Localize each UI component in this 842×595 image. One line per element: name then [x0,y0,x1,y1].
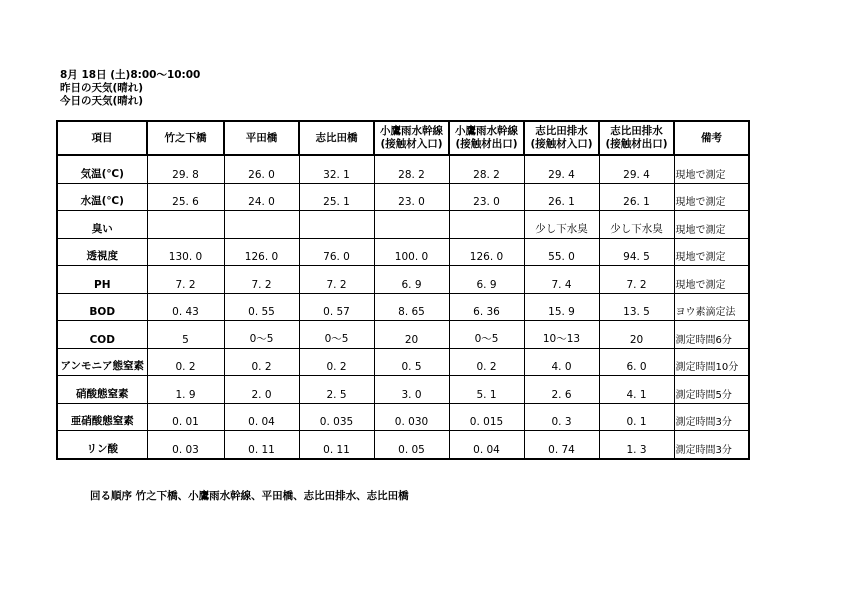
value-cell: 0. 05 [374,431,449,459]
value-cell [299,211,374,239]
value-cell: 3. 0 [374,376,449,404]
value-cell: 7. 4 [524,266,599,294]
remarks-cell: 測定時間10分 [674,348,749,376]
value-cell: 29. 4 [524,155,599,183]
value-cell: 6. 0 [599,348,674,376]
value-cell: 0～5 [449,321,524,349]
value-cell: 0. 2 [449,348,524,376]
value-cell: 0. 3 [524,403,599,431]
table-row [57,211,749,239]
value-cell: 6. 36 [449,293,524,321]
value-cell: 2. 6 [524,376,599,404]
remarks-cell: 現地で測定 [674,155,749,183]
value-cell: 0. 74 [524,431,599,459]
value-cell: 130. 0 [147,238,224,266]
row-label: リン酸 [57,431,147,459]
table-row [57,183,749,211]
value-cell: 0～5 [224,321,299,349]
value-cell: 6. 9 [449,266,524,294]
value-cell: 0. 57 [299,293,374,321]
value-cell: 26. 1 [599,183,674,211]
value-cell: 28. 2 [374,155,449,183]
value-cell: 2. 5 [299,376,374,404]
route-order-note: 回る順序 竹之下橋、小鷹雨水幹線、平田橋、志比田排水、志比田橋 [90,490,409,502]
value-cell: 29. 4 [599,155,674,183]
value-cell: 94. 5 [599,238,674,266]
column-header: 平田橋 [224,121,299,155]
value-cell: 0～5 [299,321,374,349]
remarks-cell: 現地で測定 [674,266,749,294]
value-cell [224,211,299,239]
value-cell: 28. 2 [449,155,524,183]
value-cell: 7. 2 [599,266,674,294]
remarks-cell: 現地で測定 [674,211,749,239]
value-cell: 25. 1 [299,183,374,211]
value-cell: 0. 5 [374,348,449,376]
table-row [57,238,749,266]
value-cell: 少し下水臭 [524,211,599,239]
value-cell: 5. 1 [449,376,524,404]
value-cell: 0. 2 [299,348,374,376]
value-cell: 0. 2 [224,348,299,376]
value-cell [374,211,449,239]
value-cell: 23. 0 [449,183,524,211]
row-label: 透視度 [57,238,147,266]
value-cell: 25. 6 [147,183,224,211]
row-label: PH [57,266,147,294]
yesterday-weather-line: 昨日の天気(晴れ) [60,82,144,94]
value-cell: 5 [147,321,224,349]
value-cell: 10～13 [524,321,599,349]
value-cell: 15. 9 [524,293,599,321]
value-cell: 32. 1 [299,155,374,183]
row-label: 気温(℃) [57,155,147,183]
value-cell: 6. 9 [374,266,449,294]
value-cell: 29. 8 [147,155,224,183]
value-cell: 7. 2 [224,266,299,294]
value-cell: 1. 3 [599,431,674,459]
water-quality-table [56,120,750,460]
table-row [57,321,749,349]
column-header: 備考 [674,121,749,155]
column-header: 志比田排水 (接触材入口) [524,121,599,155]
column-header: 小鷹雨水幹線 (接触材出口) [449,121,524,155]
value-cell: 2. 0 [224,376,299,404]
table-row [57,293,749,321]
row-label: BOD [57,293,147,321]
remarks-cell: 現地で測定 [674,183,749,211]
value-cell: 55. 0 [524,238,599,266]
table-row [57,431,749,459]
value-cell: 0. 015 [449,403,524,431]
remarks-cell: 測定時間3分 [674,403,749,431]
value-cell: 7. 2 [299,266,374,294]
value-cell: 76. 0 [299,238,374,266]
value-cell: 24. 0 [224,183,299,211]
row-label: 硝酸態窒素 [57,376,147,404]
table-row [57,403,749,431]
value-cell: 1. 9 [147,376,224,404]
table-row [57,266,749,294]
column-header: 志比田排水 (接触材出口) [599,121,674,155]
value-cell: 20 [599,321,674,349]
column-header: 小鷹雨水幹線 (接触材入口) [374,121,449,155]
value-cell: 0. 04 [224,403,299,431]
row-label: 水温(℃) [57,183,147,211]
value-cell: 8. 65 [374,293,449,321]
row-label: COD [57,321,147,349]
value-cell: 26. 1 [524,183,599,211]
value-cell: 0. 04 [449,431,524,459]
value-cell: 0. 43 [147,293,224,321]
row-label: 亜硝酸態窒素 [57,403,147,431]
remarks-cell: 現地で測定 [674,238,749,266]
remarks-cell: 測定時間3分 [674,431,749,459]
value-cell: 126. 0 [224,238,299,266]
row-label: アンモニア態窒素 [57,348,147,376]
table-row [57,155,749,183]
value-cell: 13. 5 [599,293,674,321]
value-cell: 0. 035 [299,403,374,431]
value-cell: 26. 0 [224,155,299,183]
value-cell: 0. 11 [224,431,299,459]
value-cell: 100. 0 [374,238,449,266]
value-cell: 126. 0 [449,238,524,266]
remarks-cell: 測定時間5分 [674,376,749,404]
value-cell: 0. 030 [374,403,449,431]
remarks-cell: ヨウ素滴定法 [674,293,749,321]
value-cell: 23. 0 [374,183,449,211]
value-cell: 0. 11 [299,431,374,459]
today-weather-line: 今日の天気(晴れ) [60,95,144,107]
value-cell [449,211,524,239]
table-row [57,348,749,376]
table-header-row [57,121,749,155]
column-header: 竹之下橋 [147,121,224,155]
date-time-line: 8月 18日 (土)8:00～10:00 [60,69,201,81]
column-header: 志比田橋 [299,121,374,155]
value-cell: 4. 1 [599,376,674,404]
table-body [57,155,749,459]
value-cell: 20 [374,321,449,349]
value-cell: 4. 0 [524,348,599,376]
remarks-cell: 測定時間6分 [674,321,749,349]
value-cell: 0. 55 [224,293,299,321]
value-cell: 0. 01 [147,403,224,431]
column-header: 項目 [57,121,147,155]
table-row [57,376,749,404]
document-header [60,69,200,108]
row-label: 臭い [57,211,147,239]
value-cell: 0. 2 [147,348,224,376]
value-cell: 少し下水臭 [599,211,674,239]
value-cell: 0. 03 [147,431,224,459]
value-cell: 0. 1 [599,403,674,431]
value-cell: 7. 2 [147,266,224,294]
value-cell [147,211,224,239]
